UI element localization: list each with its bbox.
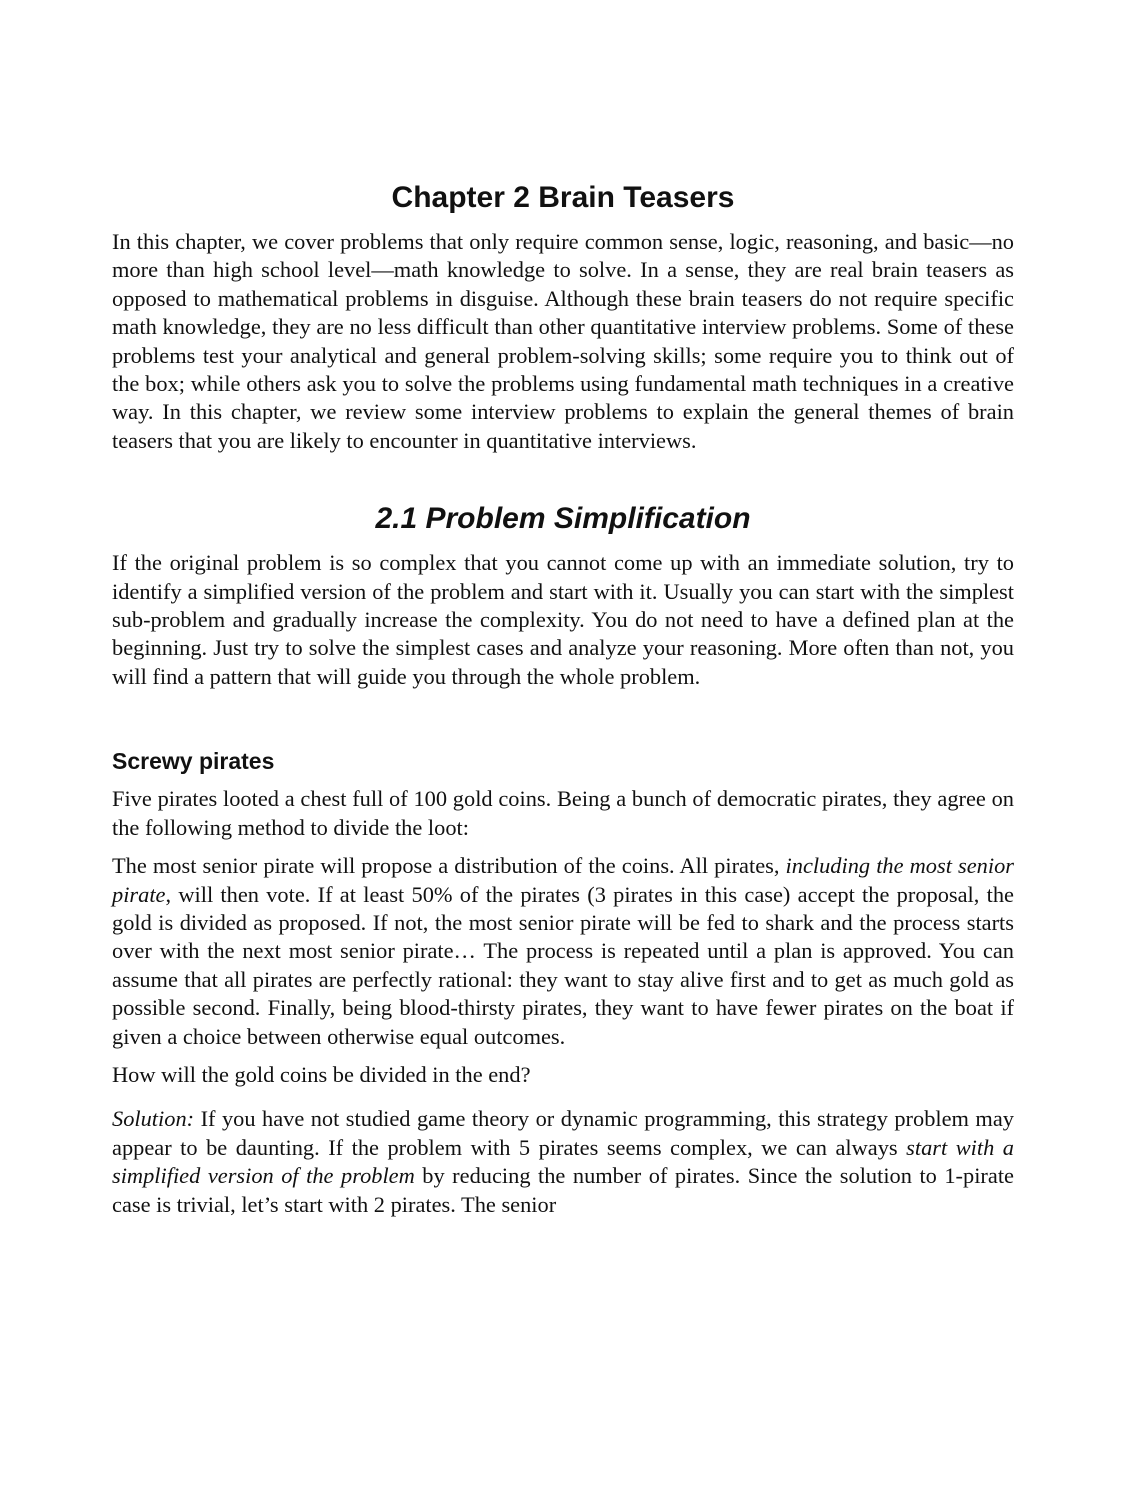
section-body-paragraph: If the original problem is so complex that you cannot come up with an immediate solution, try to identify a simplified version of the problem and start with it. Usually you can start with the simplest sub-problem and gradually increase the complexity. You do not need to have a defined plan at the beginning. Just try to solve the simplest cases and analyze your reasoning. More often than not, you will find a pattern that will guide you through the whole problem. [112,550,1014,689]
chapter-title: Chapter 2 Brain Teasers [391,181,735,214]
solution-text-b: by reducing the number of pirates. Since the solution to 1-pirate case is trivial, let’s start with 2 pirates. The senior [112,1163,1014,1217]
document-page [112,176,1014,1219]
section-title: 2.1 Problem Simplification [375,502,751,536]
problem-paragraph-2 [112,852,1014,1051]
solution-emphasis: start with a simplified version of the problem [112,1134,1014,1189]
problem-title: Screwy pirates [112,748,275,775]
problem-paragraph-2-emphasis: including the most senior pirate [112,853,1014,907]
problem-paragraph-2-text-a: The most senior pirate will propose a distribution of the coins. All pirates, [112,853,786,879]
problem-question: How will the gold coins be divided in the end? [112,1061,531,1087]
problem-paragraph-1: Five pirates looted a chest full of 100 gold coins. Being a bunch of democratic pirates, they agree on the following method to divide the loot: [112,786,1014,840]
solution-label: Solution: [112,1106,195,1132]
solution-text-a: If you have not studied game theory or dynamic programming, this strategy problem may appear to be daunting. If the problem with 5 pirates seems complex, we can always [112,1106,1014,1160]
chapter-intro-paragraph: In this chapter, we cover problems that only require common sense, logic, reasoning, and basic—no more than high school level—math knowledge to solve. In a sense, they are real brain teasers as opposed to mathematical problems in disguise. Although these brain teasers do not require specific math knowledge, they are no less difficult than other quantitative interview problems. Some of these problems test your analytical and general problem-solving skills; some require you to think out of the box; while others ask you to solve the problems using fundamental math techniques in a creative way. In this chapter, we review some interview problems to explain the general themes of brain teasers that you are likely to encounter in quantitative interviews. [112,229,1014,453]
solution-paragraph [112,1105,1014,1219]
problem-paragraph-2-text-b: , will then vote. If at least 50% of the pirates (3 pirates in this case) accept the proposal, the gold is divided as proposed. If not, the most senior pirate will be fed to shark and the process starts over with the next most senior pirate… The process is repeated until a plan is approved. You can assume that all pirates are perfectly rational: they want to stay alive first and to get as much gold as possible second. Finally, being blood-thirsty pirates, they want to have fewer pirates on the boat if given a choice between otherwise equal outcomes. [112,881,1014,1049]
